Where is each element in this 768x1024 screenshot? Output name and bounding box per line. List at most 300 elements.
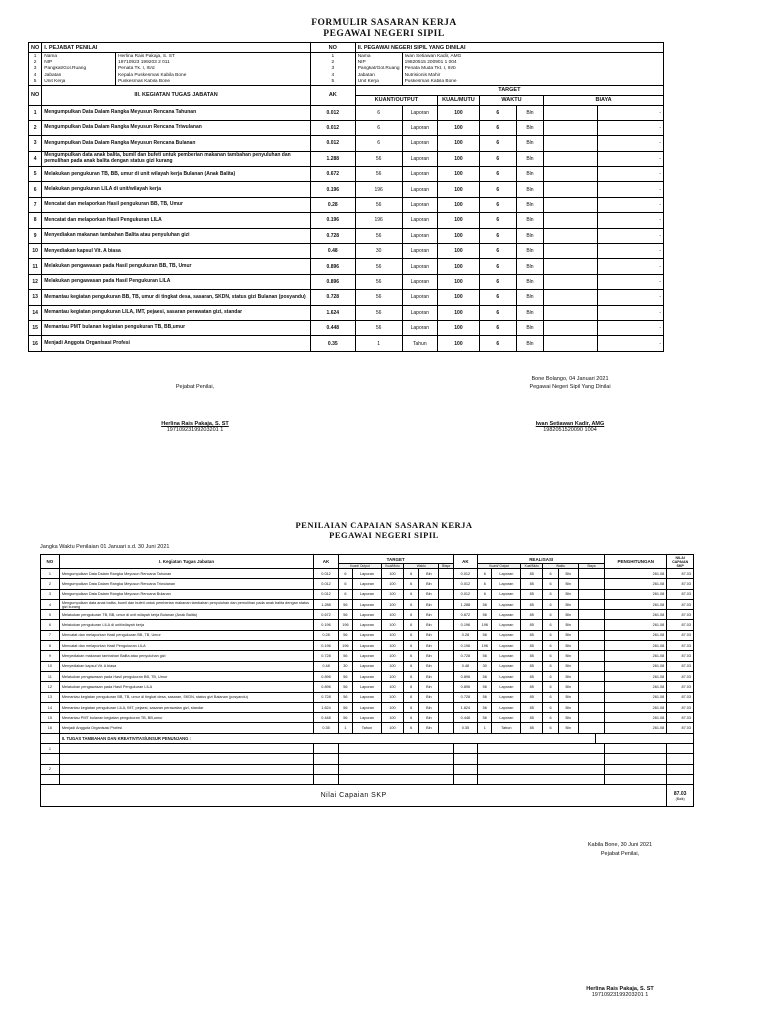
info-left-no: 5 — [29, 79, 42, 86]
real-qty: 1 — [478, 723, 492, 733]
extra-row-ak-real — [453, 754, 477, 764]
real-quality: 85 — [521, 630, 543, 640]
penilaian-ak: 0.672 — [314, 610, 338, 620]
task-row — [29, 305, 664, 320]
task-cost-blank — [544, 151, 598, 166]
left-signer-name: Herlina Rais Pakaja, S. ST — [161, 421, 229, 427]
task-row — [29, 136, 664, 151]
real-cost — [578, 599, 605, 609]
task-cost-blank — [544, 244, 598, 259]
penilaian-row — [41, 723, 694, 733]
target-unit: Laporan — [353, 610, 382, 620]
extra-row-task — [59, 754, 314, 764]
info-header-row — [29, 43, 664, 53]
info-left-value: Herlina Rais Pakaja, S. ST — [116, 53, 311, 60]
task-qty: 56 — [355, 228, 402, 243]
target-cost — [439, 682, 453, 692]
penilaian-no: 16 — [41, 723, 60, 733]
info-left-label: Nama — [42, 53, 116, 60]
task-cost-blank — [544, 320, 598, 335]
task-cost: - — [598, 305, 664, 320]
task-quality: 100 — [438, 151, 480, 166]
real-cost — [578, 641, 605, 651]
task-quality: 100 — [438, 290, 480, 305]
task-time: 6 — [479, 167, 516, 182]
task-cost: - — [598, 320, 664, 335]
real-cost — [578, 579, 605, 589]
sub-target-time: Waktu — [403, 564, 438, 569]
extra-row — [41, 744, 694, 754]
extra-row-ak-real — [453, 774, 477, 784]
penilaian-row — [41, 599, 694, 609]
task-row — [29, 290, 664, 305]
penilaian-ak: 0.728 — [314, 651, 338, 661]
target-cost — [439, 713, 453, 723]
task-cost: - — [598, 274, 664, 289]
assessment-period: Jangka Waktu Penilaian 01 Januari s.d. 30 Juni 2021 — [40, 544, 170, 550]
real-quality: 85 — [521, 589, 543, 599]
task-row — [29, 244, 664, 259]
sasaran-kerja-table — [28, 42, 664, 352]
task-qty: 6 — [355, 136, 402, 151]
real-unit: Laporan — [492, 682, 521, 692]
penilaian-score: 87.03 — [667, 692, 694, 702]
real-time-unit: Bln — [558, 661, 578, 671]
task-ak: 0.728 — [310, 228, 355, 243]
task-time-unit: Bln — [516, 182, 543, 197]
penilaian-calc: 261.08 — [605, 661, 667, 671]
real-ak: 1.624 — [453, 702, 477, 712]
col-no: NO — [41, 555, 60, 569]
penilaian-task: Mencatat dan melaporkan Hasil Pengukuran LILA — [59, 641, 314, 651]
penilaian-score: 87.03 — [667, 651, 694, 661]
task-qty: 30 — [355, 244, 402, 259]
task-quality: 100 — [438, 228, 480, 243]
penilaian-no: 9 — [41, 651, 60, 661]
real-qty: 56 — [478, 630, 492, 640]
task-qty: 56 — [355, 259, 402, 274]
task-unit: Laporan — [402, 151, 437, 166]
target-qty: 56 — [338, 651, 352, 661]
target-qty: 56 — [338, 702, 352, 712]
task-ak: 0.896 — [310, 259, 355, 274]
penilaian-ak: 0.28 — [314, 630, 338, 640]
task-cost-blank — [544, 167, 598, 182]
real-ak: 0.196 — [453, 620, 477, 630]
target-unit: Laporan — [353, 651, 382, 661]
target-time-unit: Bln — [419, 651, 439, 661]
real-qty: 196 — [478, 620, 492, 630]
target-time: 6 — [403, 620, 418, 630]
task-no: 5 — [29, 167, 42, 182]
form1-left-signature — [130, 421, 260, 433]
task-qty: 1 — [355, 336, 402, 351]
target-cost — [439, 630, 453, 640]
task-unit: Laporan — [402, 259, 437, 274]
task-unit: Laporan — [402, 228, 437, 243]
penilaian-row — [41, 579, 694, 589]
target-qty: 56 — [338, 630, 352, 640]
info-left-label: Jabatan — [42, 72, 116, 79]
real-qty: 56 — [478, 692, 492, 702]
task-quality: 100 — [438, 182, 480, 197]
task-no: 7 — [29, 197, 42, 212]
task-time: 6 — [479, 197, 516, 212]
real-unit: Laporan — [492, 692, 521, 702]
task-ak: 1.624 — [310, 305, 355, 320]
col-target: TARGET — [338, 555, 453, 564]
task-name: Menjadi Anggota Organisasi Profesi — [42, 336, 311, 351]
penilaian-task: Menyediakan kapsul Vit. A biasa — [59, 661, 314, 671]
real-cost — [578, 713, 605, 723]
info-left-label: Unit Kerja — [42, 79, 116, 86]
info-left-value: Puskesmas Kabila Bone — [116, 79, 311, 86]
penilaian-task: Memantau kegiatan pengukuran LILA, IMT, pejaesi, sasaran perawatan gizi, standar — [59, 702, 314, 712]
penilaian-table — [40, 554, 694, 807]
task-time-unit: Bln — [516, 120, 543, 135]
real-unit: Laporan — [492, 671, 521, 681]
info-right-label: NIP — [355, 59, 402, 66]
target-quality: 100 — [381, 610, 403, 620]
extra-row-task — [59, 744, 314, 754]
real-cost — [578, 589, 605, 599]
extra-row-ak-real — [453, 744, 477, 754]
target-qty: 30 — [338, 661, 352, 671]
penilaian-calc: 261.08 — [605, 723, 667, 733]
sasaran-kerja-body — [29, 43, 664, 352]
form1-place-date: Bone Bolango, 04 Januari 2021 — [531, 376, 609, 382]
col-time: WAKTU — [479, 95, 543, 105]
penilaian-score: 87.03 — [667, 610, 694, 620]
real-ak: 1.288 — [453, 599, 477, 609]
real-unit: Laporan — [492, 589, 521, 599]
total-label: Nilai Capaian SKP — [41, 785, 667, 807]
target-cost — [439, 569, 453, 579]
penilaian-task: Melakukan pengukuran LILA di unit/wilayah kerja — [59, 620, 314, 630]
task-row — [29, 228, 664, 243]
task-time: 6 — [479, 305, 516, 320]
task-name: Memantau kegiatan pengukuran LILA, IMT, pejaesi, sasaran perawatan gizi, standar — [42, 305, 311, 320]
task-unit: Laporan — [402, 167, 437, 182]
real-qty: 56 — [478, 599, 492, 609]
real-time-unit: Bln — [558, 630, 578, 640]
extra-row-ak — [314, 774, 338, 784]
real-time-unit: Bln — [558, 569, 578, 579]
real-ak: 0.48 — [453, 661, 477, 671]
task-unit: Laporan — [402, 320, 437, 335]
target-quality: 100 — [381, 589, 403, 599]
real-time: 6 — [543, 682, 558, 692]
task-qty: 196 — [355, 213, 402, 228]
header-pejabat-penilai: I. PEJABAT PENILAI — [42, 43, 311, 53]
penilaian-no: 14 — [41, 702, 60, 712]
target-quality: 100 — [381, 671, 403, 681]
penilaian-ak: 0.896 — [314, 671, 338, 681]
task-unit: Laporan — [402, 290, 437, 305]
target-quality: 100 — [381, 620, 403, 630]
target-time: 6 — [403, 651, 418, 661]
task-time: 6 — [479, 105, 516, 120]
penilaian-row — [41, 569, 694, 579]
target-cost — [439, 589, 453, 599]
task-cost: - — [598, 136, 664, 151]
penilaian-task: Mencatat dan melaporkan Hasil pengukuran BB, TB, Umur — [59, 630, 314, 640]
real-qty: 56 — [478, 682, 492, 692]
task-name: Mencatat dan melaporkan Hasil Pengukuran LILA — [42, 213, 311, 228]
penilaian-no: 12 — [41, 682, 60, 692]
penilaian-ak: 1.288 — [314, 599, 338, 609]
task-row — [29, 336, 664, 351]
task-cost: - — [598, 213, 664, 228]
info-right-no: 2 — [310, 59, 355, 66]
extra-row-real — [478, 754, 605, 764]
real-time-unit: Bln — [558, 651, 578, 661]
penilaian-ak: 0.896 — [314, 682, 338, 692]
task-unit: Laporan — [402, 305, 437, 320]
target-unit: Laporan — [353, 671, 382, 681]
real-quality: 85 — [521, 692, 543, 702]
task-time-unit: Bln — [516, 151, 543, 166]
col-no: NO — [29, 85, 42, 105]
extra-row-calc — [605, 774, 667, 784]
task-qty: 56 — [355, 151, 402, 166]
real-quality: 85 — [521, 671, 543, 681]
task-time: 6 — [479, 228, 516, 243]
extra-row-target — [338, 744, 453, 754]
penilaian-row — [41, 589, 694, 599]
info-left-value: Kepala Puskesmas Kabila Bone — [116, 72, 311, 79]
task-time: 6 — [479, 336, 516, 351]
real-cost — [578, 620, 605, 630]
info-left-no: 3 — [29, 66, 42, 73]
real-unit: Laporan — [492, 569, 521, 579]
task-row — [29, 151, 664, 166]
real-quality: 85 — [521, 713, 543, 723]
real-quality: 85 — [521, 651, 543, 661]
task-name: Memantau PMT bulanan kegiatan pengukuran TB, BB,umur — [42, 320, 311, 335]
target-qty: 196 — [338, 620, 352, 630]
target-cost — [439, 641, 453, 651]
info-right-label: Nama — [355, 53, 402, 60]
form2-title-line2: PEGAWAI NEGERI SIPIL — [329, 530, 439, 540]
task-qty: 56 — [355, 167, 402, 182]
extra-row-calc — [605, 744, 667, 754]
real-cost — [578, 723, 605, 733]
extra-row-no — [41, 754, 60, 764]
target-time-unit: Bln — [419, 682, 439, 692]
task-name: Menyediakan kapsul Vit. A biasa — [42, 244, 311, 259]
info-right-value: Nutrisionis Mahir — [402, 72, 663, 79]
task-cost: - — [598, 290, 664, 305]
task-cost: - — [598, 244, 664, 259]
info-right-no: 3 — [310, 66, 355, 73]
penilaian-calc: 261.08 — [605, 682, 667, 692]
target-time-unit: Bln — [419, 579, 439, 589]
target-qty: 6 — [338, 589, 352, 599]
penilaian-ak: 0.012 — [314, 569, 338, 579]
real-ak: 0.728 — [453, 692, 477, 702]
extra-row-real — [478, 774, 605, 784]
target-time: 6 — [403, 569, 418, 579]
penilaian-score: 87.03 — [667, 713, 694, 723]
real-ak: 0.012 — [453, 569, 477, 579]
task-no: 13 — [29, 290, 42, 305]
real-time: 6 — [543, 651, 558, 661]
task-cost: - — [598, 105, 664, 120]
penilaian-ak: 0.196 — [314, 641, 338, 651]
task-ak: 0.448 — [310, 320, 355, 335]
task-ak: 0.012 — [310, 105, 355, 120]
penilaian-body — [41, 555, 694, 807]
task-header-row — [29, 85, 664, 95]
target-time: 6 — [403, 610, 418, 620]
col-realisasi: REALISASI — [478, 555, 605, 564]
task-quality: 100 — [438, 105, 480, 120]
extra-row-real — [478, 744, 605, 754]
task-name: Melakukan pengukuran TB, BB, umur di unit wilayah kerja Bulanan (Anak Balita) — [42, 167, 311, 182]
penilaian-row — [41, 692, 694, 702]
penilaian-ak: 0.196 — [314, 620, 338, 630]
real-unit: Laporan — [492, 610, 521, 620]
target-quality: 100 — [381, 579, 403, 589]
task-name: Menyediakan makanan tambahan Balita atau penyuluhan gizi — [42, 228, 311, 243]
real-cost — [578, 569, 605, 579]
real-time: 6 — [543, 702, 558, 712]
extra-row-real — [478, 764, 605, 774]
real-time: 6 — [543, 661, 558, 671]
task-time: 6 — [479, 320, 516, 335]
target-qty: 56 — [338, 682, 352, 692]
real-time-unit: Bln — [558, 610, 578, 620]
task-qty: 56 — [355, 197, 402, 212]
real-cost — [578, 661, 605, 671]
task-ak: 0.196 — [310, 182, 355, 197]
task-no: 9 — [29, 228, 42, 243]
real-ak: 0.196 — [453, 641, 477, 651]
task-time-unit: Bln — [516, 228, 543, 243]
real-unit: Tahun — [492, 723, 521, 733]
task-cost-blank — [544, 213, 598, 228]
penilaian-score: 87.03 — [667, 702, 694, 712]
target-time-unit: Bln — [419, 641, 439, 651]
task-quality: 100 — [438, 274, 480, 289]
target-time: 6 — [403, 702, 418, 712]
task-time-unit: Bln — [516, 197, 543, 212]
task-ak: 0.672 — [310, 167, 355, 182]
real-ak: 0.012 — [453, 579, 477, 589]
penilaian-ak: 0.012 — [314, 589, 338, 599]
real-quality: 85 — [521, 641, 543, 651]
task-quality: 100 — [438, 320, 480, 335]
target-qty: 1 — [338, 723, 352, 733]
real-time: 6 — [543, 579, 558, 589]
task-name: Mengumpulkan Data Dalam Rangka Meyusun Rencana Bulanan — [42, 136, 311, 151]
task-time-unit: Bln — [516, 167, 543, 182]
penilaian-no: 1 — [41, 569, 60, 579]
task-cost-blank — [544, 182, 598, 197]
info-left-label: NIP — [42, 59, 116, 66]
target-unit: Laporan — [353, 599, 382, 609]
penilaian-calc: 261.08 — [605, 620, 667, 630]
target-unit: Laporan — [353, 630, 382, 640]
real-unit: Laporan — [492, 630, 521, 640]
sub-target-cost: Biaya — [439, 564, 453, 569]
target-qty: 56 — [338, 599, 352, 609]
task-ak: 0.28 — [310, 197, 355, 212]
task-name: Memantau kegiatan pengukuran BB, TB, umur di tingkat desa, sasaran, SKDN, status gizi Bulanan (posyandu) — [42, 290, 311, 305]
penilaian-task: Mengumpulkan Data Dalam Rangka Meyusun Rencana Tahunan — [59, 569, 314, 579]
target-unit: Laporan — [353, 661, 382, 671]
target-cost — [439, 702, 453, 712]
header-pns-dinilai: II. PEGAWAI NEGERI SIPIL YANG DINILAI — [355, 43, 663, 53]
real-ak: 0.35 — [453, 723, 477, 733]
penilaian-ak: 0.448 — [314, 713, 338, 723]
extra-no-blank — [41, 733, 60, 743]
target-time: 6 — [403, 682, 418, 692]
penilaian-task: Memantau PMT bulanan kegiatan pengukuran TB, BB,umur — [59, 713, 314, 723]
real-time: 6 — [543, 610, 558, 620]
real-ak: 0.672 — [453, 610, 477, 620]
task-cost-blank — [544, 136, 598, 151]
task-row — [29, 320, 664, 335]
real-time: 6 — [543, 692, 558, 702]
task-cost: - — [598, 167, 664, 182]
real-qty: 6 — [478, 579, 492, 589]
target-qty: 6 — [338, 579, 352, 589]
real-qty: 56 — [478, 713, 492, 723]
sub-real-quality: Kual/Mutu — [521, 564, 543, 569]
target-quality: 100 — [381, 661, 403, 671]
sub-real-time: Waktu — [543, 564, 578, 569]
penilaian-calc: 261.08 — [605, 589, 667, 599]
task-qty: 56 — [355, 305, 402, 320]
target-quality: 100 — [381, 651, 403, 661]
task-qty: 6 — [355, 105, 402, 120]
extra-heading: II. TUGAS TAMBAHAN DAN KREATIVITAS/UNSUR PENUNJANG : — [59, 733, 596, 743]
extra-row-score — [667, 774, 694, 784]
col-output: KUANT/OUTPUT — [355, 95, 437, 105]
real-time: 6 — [543, 641, 558, 651]
real-unit: Laporan — [492, 651, 521, 661]
task-no: 4 — [29, 151, 42, 166]
real-ak: 0.28 — [453, 630, 477, 640]
total-score: 87.03 — [673, 790, 687, 797]
task-cost-blank — [544, 305, 598, 320]
target-cost — [439, 692, 453, 702]
penilaian-calc: 261.08 — [605, 641, 667, 651]
target-qty: 56 — [338, 692, 352, 702]
task-row — [29, 167, 664, 182]
sub-real-output: Kuant/ Output — [478, 564, 521, 569]
task-no: 14 — [29, 305, 42, 320]
task-time-unit: Bln — [516, 274, 543, 289]
task-no: 1 — [29, 105, 42, 120]
penilaian-row — [41, 713, 694, 723]
real-time-unit: Bln — [558, 620, 578, 630]
extra-row-no: 1 — [41, 744, 60, 754]
task-unit: Tahun — [402, 336, 437, 351]
penilaian-task: Mengumpulkan Data Dalam Rangka Meyusun Rencana Bulanan — [59, 589, 314, 599]
task-row — [29, 105, 664, 120]
form1-right-signature — [490, 421, 650, 433]
target-qty: 56 — [338, 610, 352, 620]
penilaian-score: 87.03 — [667, 589, 694, 599]
real-ak: 0.728 — [453, 651, 477, 661]
task-qty: 6 — [355, 120, 402, 135]
task-cost: - — [598, 259, 664, 274]
task-time-unit: Bln — [516, 244, 543, 259]
task-qty: 56 — [355, 274, 402, 289]
